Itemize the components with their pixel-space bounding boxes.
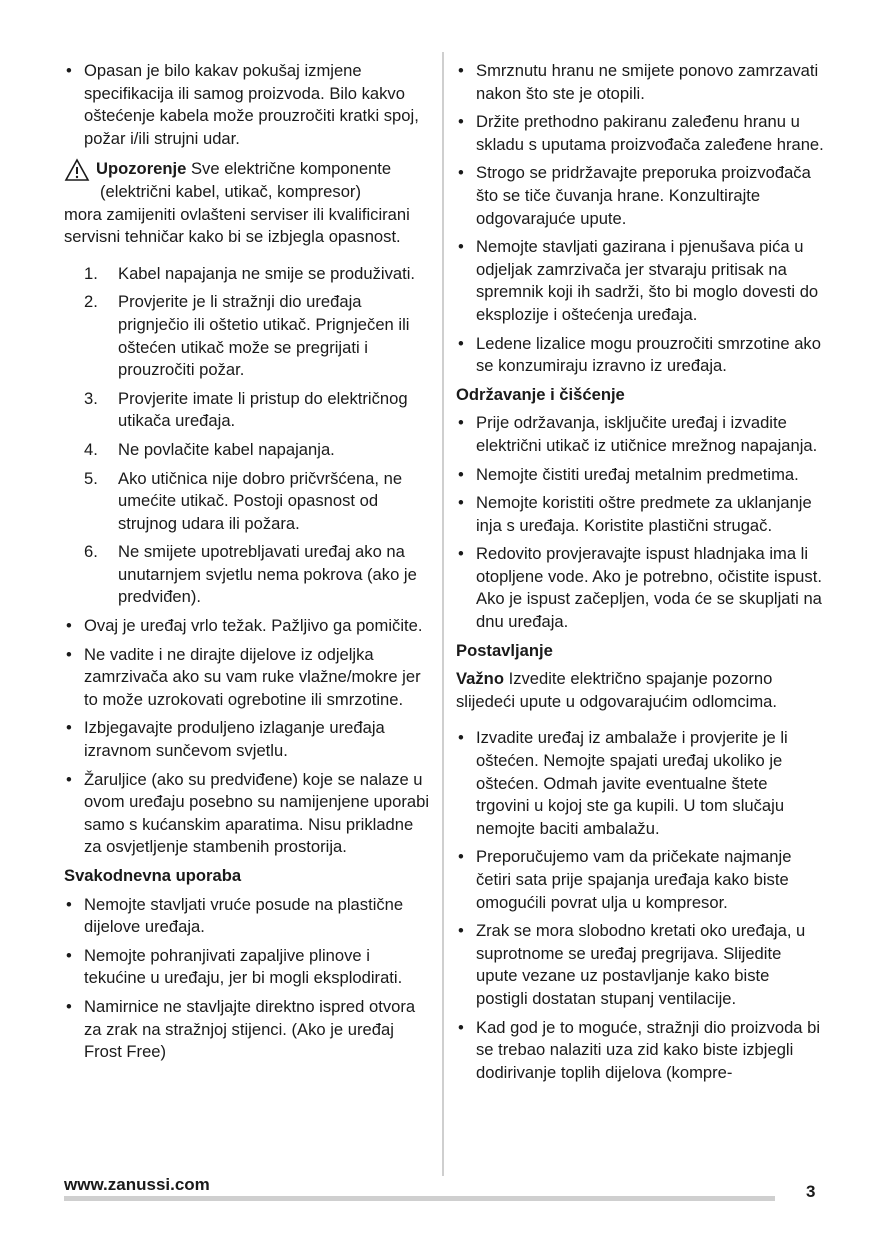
important-text: Izvedite električno spajanje pozorno slijedeći upute u odgovarajućim odlomcima. [456,669,777,711]
list-item: • Ledene lizalice mogu prouzročiti smrzotine ako se konzumiraju izravno iz uređaja. [456,333,824,378]
list-item: • Kad god je to moguće, stražnji dio proizvoda bi se trebao nalaziti uza zid kako biste izbjegli dodirivanje toplih dijelova (kompre- [456,1017,824,1085]
numbered-item: 6. Ne smijete upotrebljavati uređaj ako na unutarnjem svjetlu nema pokrova (ako je predviđen). [84,542,417,607]
list-item: • Smrznutu hranu ne smijete ponovo zamrzavati nakon što ste je otopili. [456,60,824,105]
warning-line-1: Sve električne komponente [190,159,392,179]
list-item: • Ne vadite i ne dirajte dijelove iz odjeljka zamrzivača ako su vam ruke vlažne/mokre jer to može uzrokovati ogrebotine ili smrzotine. [64,644,432,712]
list-item: • Redovito provjeravajte ispust hladnjaka ima li otopljene vode. Ako je potrebno, očistite ispust. Ako je ispust začepljen, voda će se skupljati na dnu uređaja. [456,543,824,633]
section-heading-maintenance: Održavanje i čišćenje [456,384,625,404]
list-item: • Nemojte koristiti oštre predmete za uklanjanje inja s uređaja. Koristite plastični strugač. [456,492,824,537]
list-item: • Nemojte pohranjivati zapaljive plinove i tekućine u uređaju, jer bi mogli eksplodirati. [64,945,432,990]
list-item: • Nemojte čistiti uređaj metalnim predmetima. [456,464,824,487]
numbered-item: 4. Ne povlačite kabel napajanja. [84,439,335,459]
footer-rule [64,1196,775,1201]
list-item: • Preporučujemo vam da pričekate najmanje četiri sata prije spajanja uređaja kako biste omogućili povrat ulja u kompresor. [456,846,824,914]
list-item: • Strogo se pridržavajte preporuka proizvođača što se tiče čuvanja hrane. Konzultirajte odgovarajuće upute. [456,162,824,230]
numbered-item: 5. Ako utičnica nije dobro pričvršćena, ne umećite utikač. Postoji opasnost od strujnog udara ili požara. [84,468,403,533]
numbered-list [84,263,432,609]
footer-url[interactable]: www.zanussi.com [64,1175,210,1194]
section-heading-installation: Postavljanje [456,640,553,660]
list-item: • Prije održavanja, isključite uređaj i izvadite električni utikač iz utičnice mrežnog napajanja. [456,412,824,457]
list-item: • Ovaj je uređaj vrlo težak. Pažljivo ga pomičite. [64,615,432,638]
list-item: • Namirnice ne stavljajte direktno ispred otvora za zrak na stražnjoj stijenci. (Ako je uređaj Frost Free) [64,996,432,1064]
warning-rest: mora zamijeniti ovlašteni serviser ili kvalificirani servisni tehničar kako bi se izbjegla opasnost. [64,204,410,247]
warning-triangle-icon [64,158,90,182]
list-item: • Opasan je bilo kakav pokušaj izmjene specifikacija ili samog proizvoda. Bilo kakvo oštećenje kabela može prouzročiti kratki spoj, požar i/ili strujni udar. [64,60,432,150]
warning-label: Upozorenje [96,159,187,179]
page-number: 3 [806,1182,816,1201]
left-column [64,60,432,1070]
warning-line-2: (električni kabel, utikač, kompresor) [100,181,361,201]
list-item: • Držite prethodno pakiranu zaleđenu hranu u skladu s uputama proizvođača zaleđene hrane. [456,111,824,156]
section-heading-daily-use: Svakodnevna uporaba [64,866,242,885]
warning-block [64,158,432,248]
list-item: • Izbjegavajte produljeno izlaganje uređaja izravnom sunčevom svjetlu. [64,717,432,762]
numbered-item: 3. Provjerite imate li pristup do električnog utikača uređaja. [84,388,408,431]
list-item: • Nemojte stavljati vruće posude na plastične dijelove uređaja. [64,894,432,939]
important-note [456,668,824,713]
list-item: • Nemojte stavljati gazirana i pjenušava pića u odjeljak zamrzivača jer stvaraju pritisak na spremnik koji ih sadrži, što bi moglo dovesti do eksplozije i oštećenja uređaja. [456,236,824,326]
list-item: • Izvadite uređaj iz ambalaže i provjerite je li oštećen. Nemojte spajati uređaj ukoliko je oštećen. Odmah javite eventualne štete trgovini u kojoj ste ga kupili. U tom slučaju nemojte baciti ambalažu. [456,727,824,840]
numbered-item: 2. Provjerite je li stražnji dio uređaja prignječio ili oštetio utikač. Prignječen ili oštećen utikač može se pregrijati i prouzročiti požar. [84,292,410,380]
right-column [456,60,824,1090]
column-divider [442,52,444,1176]
important-label: Važno [456,669,504,689]
list-item: • Žaruljice (ako su predviđene) koje se nalaze u ovom uređaju posebno su namijenjene uporabi samo s kućanskim aparatima. Nisu prikladne za osvjetljenje stambenih prostorija. [64,769,432,859]
list-item: • Zrak se mora slobodno kretati oko uređaja, u suprotnome se uređaj pregrijava. Slijedite upute vezane uz postavljanje kako biste postigli dostatan stupanj ventilacije. [456,920,824,1010]
numbered-item: 1. Kabel napajanja ne smije se produživati. [84,263,416,283]
